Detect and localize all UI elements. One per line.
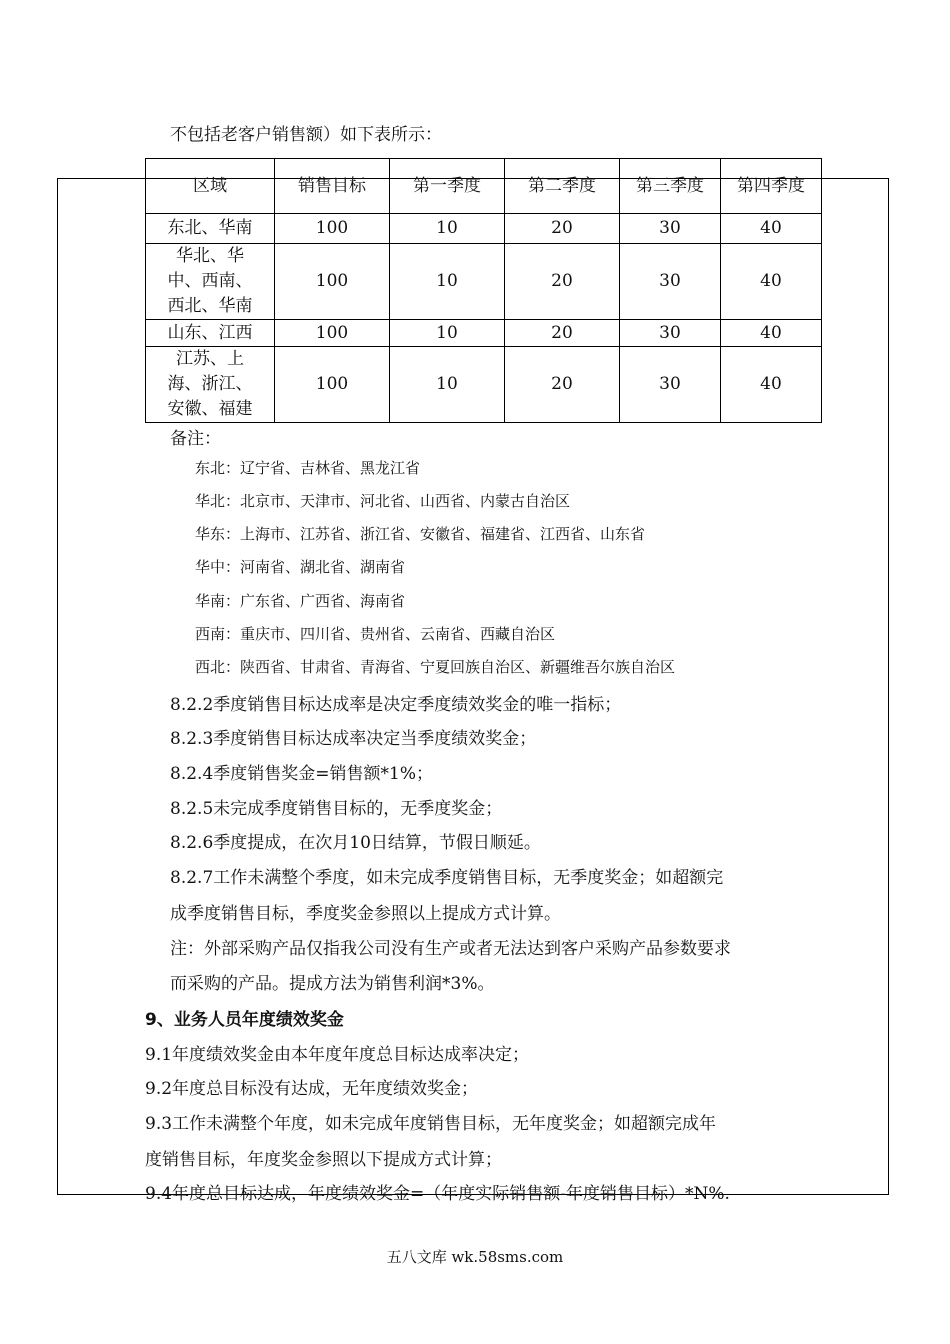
sales-target-table xyxy=(145,158,822,423)
table-header-row xyxy=(146,159,822,214)
clause-9-4: 9.4年度总目标达成，年度绩效奖金=（年度实际销售额-年度销售目标）*N%. xyxy=(145,1184,730,1204)
header-q2: 第二季度 xyxy=(505,159,620,214)
clause-8-2-3: 8.2.3季度销售目标达成率决定当季度绩效奖金； xyxy=(170,729,537,749)
value-cell: 10 xyxy=(390,244,505,320)
region-cell: 山东、江西 xyxy=(146,320,275,347)
intro-text: 不包括老客户销售额）如下表所示： xyxy=(170,125,442,145)
value-cell: 10 xyxy=(390,347,505,423)
header-q3: 第三季度 xyxy=(620,159,721,214)
region-note: 华北：北京市、天津市、河北省、山西省、内蒙古自治区 xyxy=(195,492,571,510)
clause-9-2: 9.2年度总目标没有达成，无年度绩效奖金； xyxy=(145,1079,479,1099)
value-cell: 30 xyxy=(620,214,721,244)
value-cell: 100 xyxy=(275,214,390,244)
note-external-purchase-cont: 而采购的产品。提成方法为销售利润*3%。 xyxy=(170,974,495,994)
header-q4: 第四季度 xyxy=(721,159,822,214)
notes-title: 备注： xyxy=(170,429,221,449)
region-note: 华中：河南省、湖北省、湖南省 xyxy=(195,558,406,576)
clause-9-1: 9.1年度绩效奖金由本年度年度总目标达成率决定； xyxy=(145,1045,530,1065)
value-cell: 100 xyxy=(275,244,390,320)
header-q1: 第一季度 xyxy=(390,159,505,214)
clause-8-2-5: 8.2.5未完成季度销售目标的，无季度奖金； xyxy=(170,799,503,819)
value-cell: 100 xyxy=(275,347,390,423)
value-cell: 100 xyxy=(275,320,390,347)
region-note: 华东：上海市、江苏省、浙江省、安徽省、福建省、江西省、山东省 xyxy=(195,525,646,543)
region-cell: 东北、华南 xyxy=(146,214,275,244)
table-row xyxy=(146,347,822,423)
footer-watermark: 五八文库 wk.58sms.com xyxy=(386,1248,564,1266)
clause-8-2-4: 8.2.4季度销售奖金=销售额*1%； xyxy=(170,764,433,784)
clause-9-3-cont: 度销售目标，年度奖金参照以下提成方式计算； xyxy=(145,1150,502,1170)
value-cell: 20 xyxy=(505,244,620,320)
region-cell: 华北、华 中、西南、 西北、华南 xyxy=(146,244,275,320)
clause-8-2-7-cont: 成季度销售目标，季度奖金参照以上提成方式计算。 xyxy=(170,904,561,924)
table-row xyxy=(146,244,822,320)
value-cell: 40 xyxy=(721,244,822,320)
value-cell: 10 xyxy=(390,320,505,347)
value-cell: 10 xyxy=(390,214,505,244)
value-cell: 20 xyxy=(505,214,620,244)
value-cell: 30 xyxy=(620,244,721,320)
clause-8-2-2: 8.2.2季度销售目标达成率是决定季度绩效奖金的唯一指标； xyxy=(170,695,622,715)
region-note: 西南：重庆市、四川省、贵州省、云南省、西藏自治区 xyxy=(195,625,556,643)
value-cell: 20 xyxy=(505,347,620,423)
header-region: 区域 xyxy=(146,159,275,214)
table-row xyxy=(146,320,822,347)
value-cell: 30 xyxy=(620,320,721,347)
region-note: 西北：陕西省、甘肃省、青海省、宁夏回族自治区、新疆维吾尔族自治区 xyxy=(195,658,676,676)
value-cell: 30 xyxy=(620,347,721,423)
region-cell: 江苏、上 海、浙江、 安徽、福建 xyxy=(146,347,275,423)
clause-8-2-7: 8.2.7工作未满整个季度，如未完成季度销售目标，无季度奖金；如超额完 xyxy=(170,868,724,888)
region-note: 华南：广东省、广西省、海南省 xyxy=(195,592,406,610)
clause-9-3: 9.3工作未满整个年度，如未完成年度销售目标，无年度奖金；如超额完成年 xyxy=(145,1114,717,1134)
header-sales-target: 销售目标 xyxy=(275,159,390,214)
note-external-purchase: 注：外部采购产品仅指我公司没有生产或者无法达到客户采购产品参数要求 xyxy=(170,939,731,959)
value-cell: 40 xyxy=(721,347,822,423)
clause-8-2-6: 8.2.6季度提成，在次月10日结算，节假日顺延。 xyxy=(170,833,541,853)
section-9-heading: 9、业务人员年度绩效奖金 xyxy=(145,1010,344,1030)
value-cell: 20 xyxy=(505,320,620,347)
value-cell: 40 xyxy=(721,320,822,347)
value-cell: 40 xyxy=(721,214,822,244)
region-note: 东北：辽宁省、吉林省、黑龙江省 xyxy=(195,459,421,477)
table-row xyxy=(146,214,822,244)
